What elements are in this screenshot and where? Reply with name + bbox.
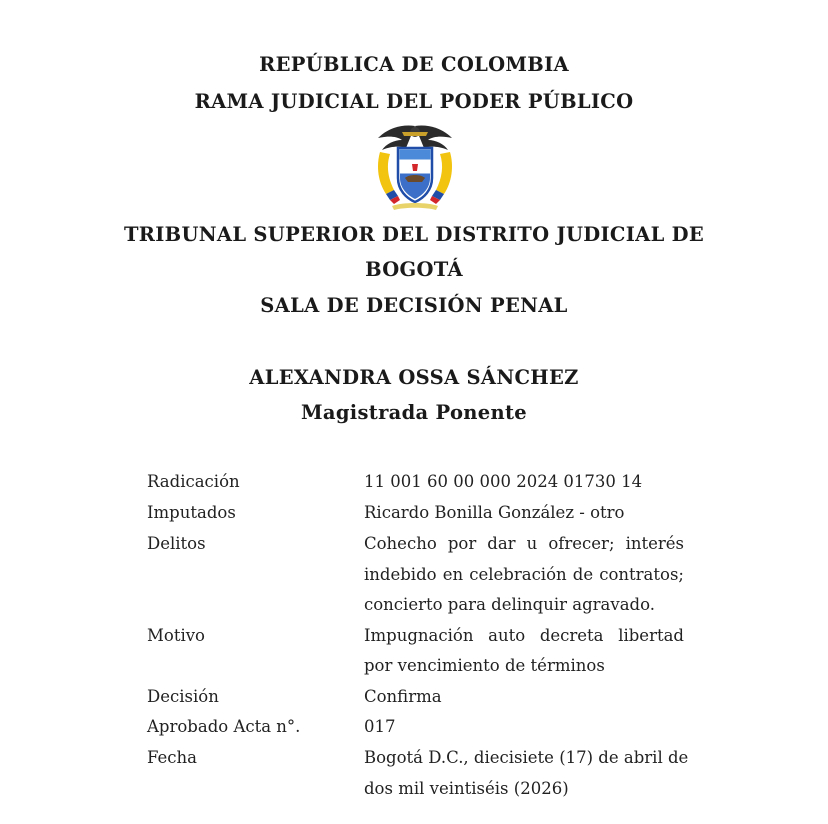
field-value-decision: Confirma bbox=[364, 687, 442, 706]
court-line-1: TRIBUNAL SUPERIOR DEL DISTRITO JUDICIAL DE bbox=[123, 223, 705, 246]
magistrate-name: ALEXANDRA OSSA SÁNCHEZ bbox=[249, 366, 579, 389]
field-label-aprobado-acta: Aprobado Acta n°. bbox=[147, 717, 301, 736]
field-value-motivo-line-2: por vencimiento de términos bbox=[364, 656, 605, 675]
magistrate-role: Magistrada Ponente bbox=[301, 401, 527, 424]
field-label-decision: Decisión bbox=[147, 687, 219, 706]
field-value-delitos-line-1: Cohecho por dar u ofrecer; interés bbox=[364, 534, 684, 553]
field-label-radicacion: Radicación bbox=[147, 472, 240, 491]
field-value-delitos-line-3: concierto para delinquir agravado. bbox=[364, 595, 655, 614]
field-value-imputados: Ricardo Bonilla González - otro bbox=[364, 503, 625, 522]
field-label-motivo: Motivo bbox=[147, 626, 205, 645]
court-line-2: BOGOTÁ bbox=[365, 258, 463, 281]
field-value-fecha-line-1: Bogotá D.C., diecisiete (17) de abril de bbox=[364, 748, 689, 767]
field-label-imputados: Imputados bbox=[147, 503, 236, 522]
field-label-fecha: Fecha bbox=[147, 748, 198, 767]
field-value-aprobado-acta: 017 bbox=[364, 717, 396, 736]
court-line-3: SALA DE DECISIÓN PENAL bbox=[260, 294, 568, 317]
colombia-coat-of-arms-icon bbox=[372, 122, 458, 214]
field-label-delitos: Delitos bbox=[147, 534, 206, 553]
field-value-radicacion: 11 001 60 00 000 2024 01730 14 bbox=[364, 472, 643, 491]
header-country: REPÚBLICA DE COLOMBIA bbox=[259, 53, 569, 76]
field-value-delitos-line-2: indebido en celebración de contratos; bbox=[364, 565, 684, 584]
field-value-motivo-line-1: Impugnación auto decreta libertad bbox=[364, 626, 684, 645]
header-branch: RAMA JUDICIAL DEL PODER PÚBLICO bbox=[194, 90, 634, 113]
field-value-fecha-line-2: dos mil veintiséis (2026) bbox=[364, 779, 569, 798]
